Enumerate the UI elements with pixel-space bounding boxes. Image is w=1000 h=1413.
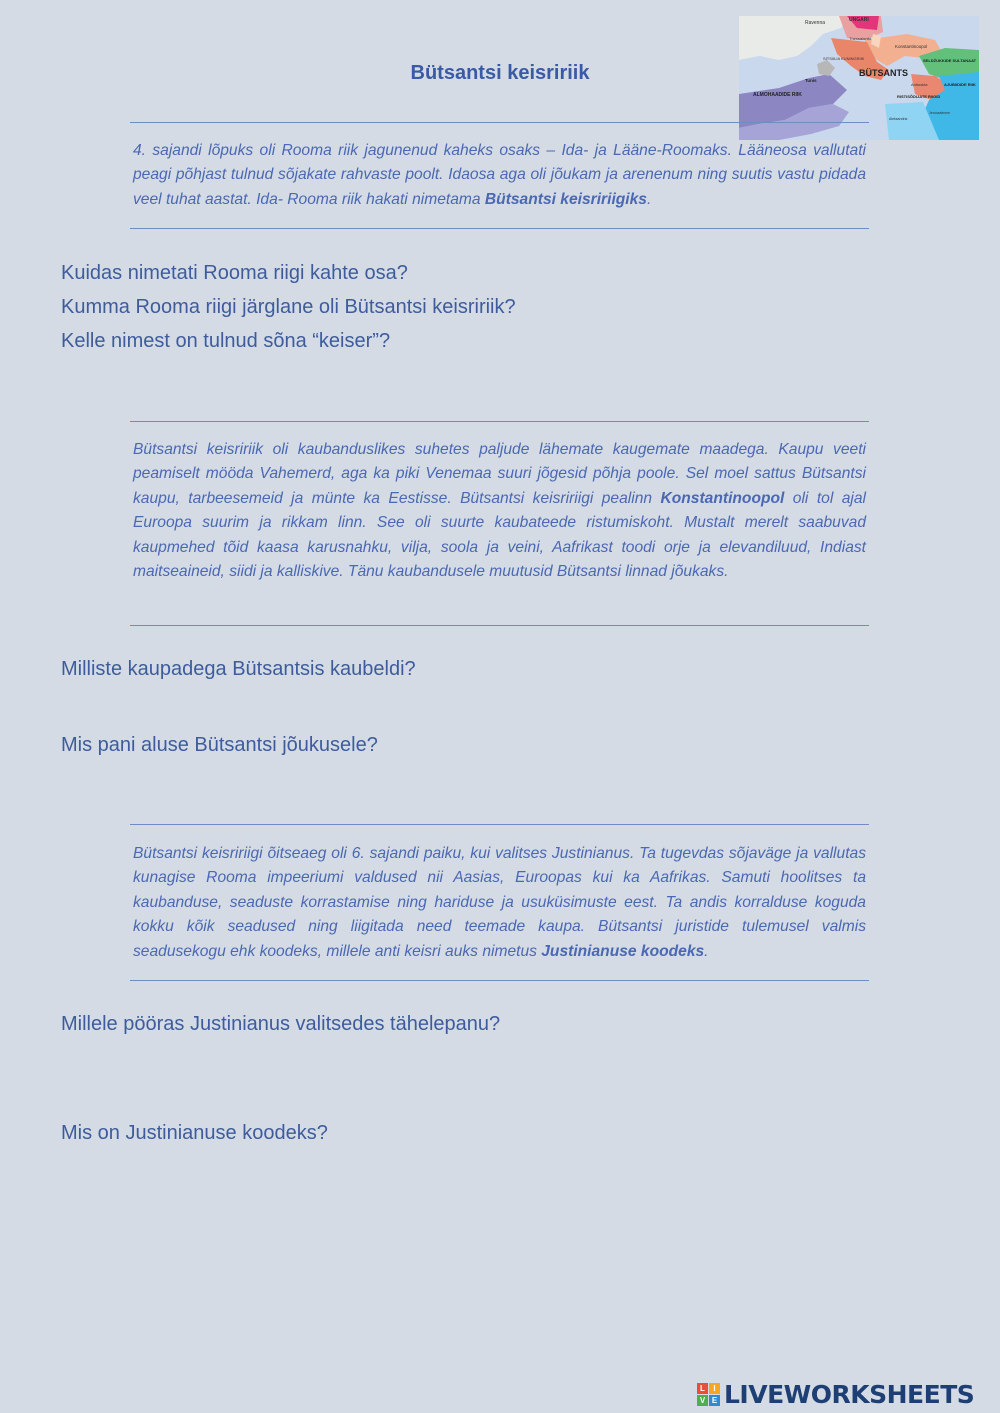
divider: [130, 625, 869, 626]
highlight-term: Justinianuse koodeks: [541, 942, 705, 960]
text-passage: Bütsantsi keisririik oli kaubanduslikes suhetes paljude lähemate kaugemate maadega. Kaupu veeti peamiselt mööda Vahemerd, aga ka piki Venemaa suuri jõgesid põhja poole. Sel moel sattus Bütsantsi kaupu, tarbeesemeid ja münte ka Eestisse. Bütsantsi keisririigi pealinn Konstantinoopol oli tol ajal Euroopa suurim ja rikkam linn. See oli suurte kaubateede ristumiskoht. Mustalt merelt saabuvad kaupmehed tõid kaasa karusnahku, vilja, soola ja veini, Aafrikast toodi orje ja elevandiluud, Indiast maitseaineid, siidi ja kalliskive. Tänu kaubandusele muutusid Bütsantsi linnad jõukaks.: [133, 441, 867, 581]
map-label: Tunis: [805, 78, 817, 83]
map-label: Antiookia: [911, 82, 928, 87]
logo-letter: I: [709, 1383, 720, 1394]
divider: [130, 421, 869, 422]
map-label: Thessaloniki: [849, 36, 872, 41]
liveworksheets-logo-icon: [697, 1383, 720, 1406]
logo-letter: E: [709, 1395, 720, 1406]
map-label: Ravenna: [805, 20, 826, 26]
divider: [130, 980, 869, 981]
text-passage: Bütsantsi keisririigi õitseaeg oli 6. sajandi paiku, kui valitses Justinianus. Ta tugevdas sõjaväge ja vallutas kunagise Rooma impeeriumi valdused nii Aasias, Euroopas kui ka Aafrikas. Samuti hoolitses ta kaubanduse, seaduste korrastamise ning hariduse ja usuküsimuste eest. Ta andis korralduse koguda kokku kõik seadused ning liigitada need teemade kaupa. Bütsantsi juristide tulemusel valmis seadusekogu ehk koodeks, millele anti keisri auks nimetus Justinianuse koodeks.: [133, 845, 866, 960]
question: Millele pööras Justinianus valitsedes tähelepanu?: [61, 1013, 501, 1035]
logo-letter: V: [697, 1395, 708, 1406]
question: Mis pani aluse Bütsantsi jõukusele?: [61, 734, 378, 756]
map-label: Aleksandria: [889, 117, 908, 121]
text-passage: 4. sajandi lõpuks oli Rooma riik jagunenud kaheks osaks – Ida- ja Lääne-Roomaks. Lääneosa vallutati peagi põhjast tulnud sõjakate rahvaste poolt. Idaosa aga oli jõukam ja arenenum ning suutis vastu pidada veel tuhat aastat. Ida- Rooma riik hakati nimetama Bütsantsi keisririigiks.: [133, 142, 866, 208]
divider: [130, 228, 869, 229]
map-label: RISTISÕDIJATE RIIGID: [897, 94, 941, 99]
map-label: AJUBIIDIDE RIIK: [944, 82, 976, 87]
map-label: UNGARI: [849, 17, 869, 23]
question: Kumma Rooma riigi järglane oli Bütsantsi keisririik?: [61, 296, 516, 318]
page-title: Bütsantsi keisririik: [410, 62, 590, 84]
map-label: Konstantinoopol: [895, 44, 928, 49]
question: Mis on Justinianuse koodeks?: [61, 1122, 328, 1144]
highlight-term: Bütsantsi keisririigiks: [484, 190, 647, 208]
logo-text: LIVEWORKSHEETS: [724, 1379, 975, 1409]
logo-letter: L: [697, 1383, 708, 1394]
question: Kuidas nimetati Rooma riigi kahte osa?: [61, 262, 408, 284]
question: Kelle nimest on tulnud sõna “keiser”?: [61, 330, 391, 352]
liveworksheets-logo: [697, 1378, 974, 1410]
map-label: Jeruusalemm: [929, 111, 951, 115]
divider: [130, 824, 869, 825]
highlight-term: Konstantinoopol: [660, 489, 785, 507]
map-label: BÜTSANTS: [859, 68, 908, 78]
divider: [130, 122, 869, 123]
map-label: SELDŽUKKIDE SULTANAAT: [923, 58, 977, 63]
map-label: ALMOHAADIDE RIIK: [753, 92, 802, 98]
question: Milliste kaupadega Bütsantsis kaubeldi?: [61, 658, 416, 680]
map-label: SITSIILIA KUNINGRIIK: [823, 56, 865, 61]
